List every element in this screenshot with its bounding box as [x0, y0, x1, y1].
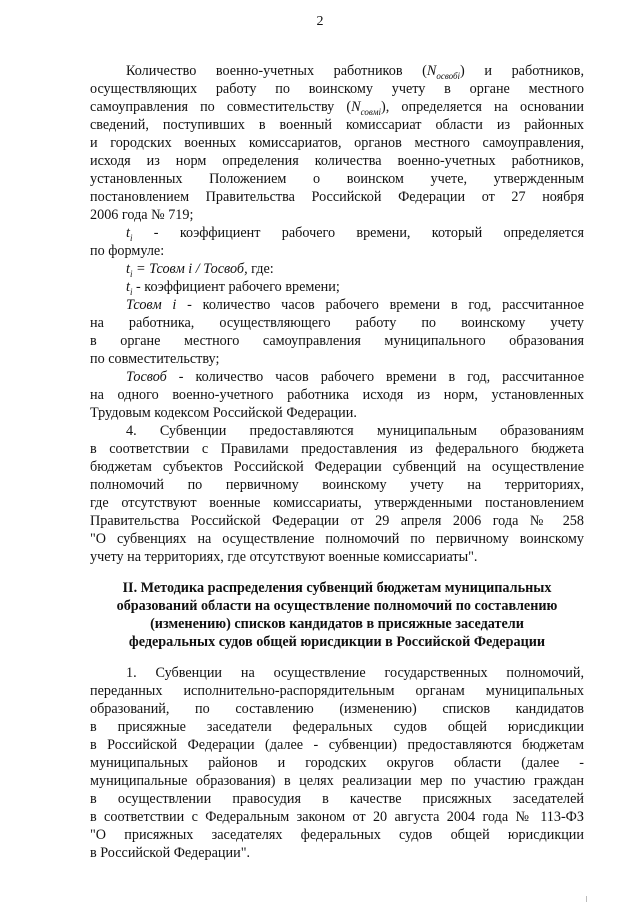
item1-line: в соответствии с Федеральным законом от 20 августа 2004 года № 113-ФЗ — [90, 809, 584, 825]
item1-line: в осуществлении правосудия в качестве присяжных заседателей — [90, 791, 584, 807]
section-heading: образований области на осуществление полномочий по составлению — [116, 598, 558, 614]
item4-line: учету на территориях, где отсутствуют военные комиссариаты". — [90, 549, 478, 565]
tosvob-definition-line: на одного военно-учетного работника исходя из норм, установленных — [90, 387, 584, 403]
ti-where-line: $t_i$ - коэффициент рабочего времени; — [126, 279, 340, 297]
item1-line: в Российской Федерации". — [90, 845, 251, 861]
paragraph-line: Количество военно-учетных работников $(N_{освобi})$ и работников, — [126, 63, 584, 81]
paragraph-line: установленных Положением о воинском учете, утвержденным — [90, 171, 584, 187]
section-heading: II. Методика распределения субвенций бюджетам муниципальных — [122, 580, 552, 596]
item1-line: образований, по составлению (изменению) списков кандидатов — [90, 701, 584, 717]
item1-line: переданных исполнительно-распорядительным органам муниципальных — [90, 683, 584, 699]
item1-line: муниципальных районов и городских округов области (далее - — [90, 755, 584, 771]
tsovm-definition-line: на работника, осуществляющего работу по воинскому учету — [90, 315, 584, 331]
tosvob-definition-line: Тосвоб - количество часов рабочего времени в год, рассчитанное — [126, 369, 584, 385]
item1-line: "О присяжных заседателях федеральных судов общей юрисдикции — [90, 827, 584, 843]
paragraph-line: исходя из норм определения количества военно-учетных работников, — [90, 153, 584, 169]
paragraph-line: и городских военных комиссариатов, органов местного самоуправления, — [90, 135, 584, 151]
paragraph-line: постановлением Правительства Российской Федерации от 27 ноября — [90, 189, 584, 205]
item4-line: где отсутствуют военные комиссариаты, утвержденными постановлением — [90, 495, 584, 511]
item1-line: в присяжные заседатели федеральных судов общей юрисдикции — [90, 719, 584, 735]
section-heading: федеральных судов общей юрисдикции в Российской Федерации — [128, 634, 546, 650]
item4-line: "О субвенциях на осуществление полномочий по первичному воинскому — [90, 531, 584, 547]
paragraph-line: сведений, поступивших в военный комиссариат области из районных — [90, 117, 584, 133]
paragraph-line: самоуправления по совместительству $(N_{совмi})$, определяется на основании — [90, 99, 584, 117]
page-number: 2 — [316, 14, 324, 29]
tosvob-definition-line: Трудовым кодексом Российской Федерации. — [90, 405, 357, 421]
item1-line: муниципальные образования) в целях реализации мер по участию граждан — [90, 773, 584, 789]
item4-line: полномочий по первичному воинскому учету на территориях, — [90, 477, 584, 493]
tsovm-definition-line: в органе местного самоуправления муниципального образования — [90, 333, 584, 349]
section-heading: (изменению) списков кандидатов в присяжные заседатели — [150, 616, 524, 632]
formula: $t_i$ = Тсовм i / Тосвоб, где: — [126, 261, 274, 279]
item1-line: 1. Субвенции на осуществление государственных полномочий, — [126, 665, 584, 681]
ti-definition-line: по формуле: — [90, 243, 165, 259]
item4-line: Правительства Российской Федерации от 29 апреля 2006 года № 258 — [90, 513, 584, 529]
scan-mark — [586, 896, 587, 902]
ti-definition-line: $t_i$ - коэффициент рабочего времени, который определяется — [126, 225, 584, 243]
item4-line: 4. Субвенции предоставляются муниципальным образованиям — [126, 423, 584, 439]
item4-line: в соответствии с Правилами предоставления из федерального бюджета — [90, 441, 584, 457]
item1-line: в Российской Федерации (далее - субвенции) предоставляются бюджетам — [90, 737, 584, 753]
paragraph-line: 2006 года № 719; — [90, 207, 194, 223]
tsovm-definition-line: Тсовм i - количество часов рабочего времени в год, рассчитанное — [126, 297, 584, 313]
paragraph-line: осуществляющих работу по воинскому учету в органе местного — [90, 81, 584, 97]
item4-line: бюджетам субъектов Российской Федерации субвенций на осуществление — [90, 459, 584, 475]
tsovm-definition-line: по совместительству; — [90, 351, 220, 367]
